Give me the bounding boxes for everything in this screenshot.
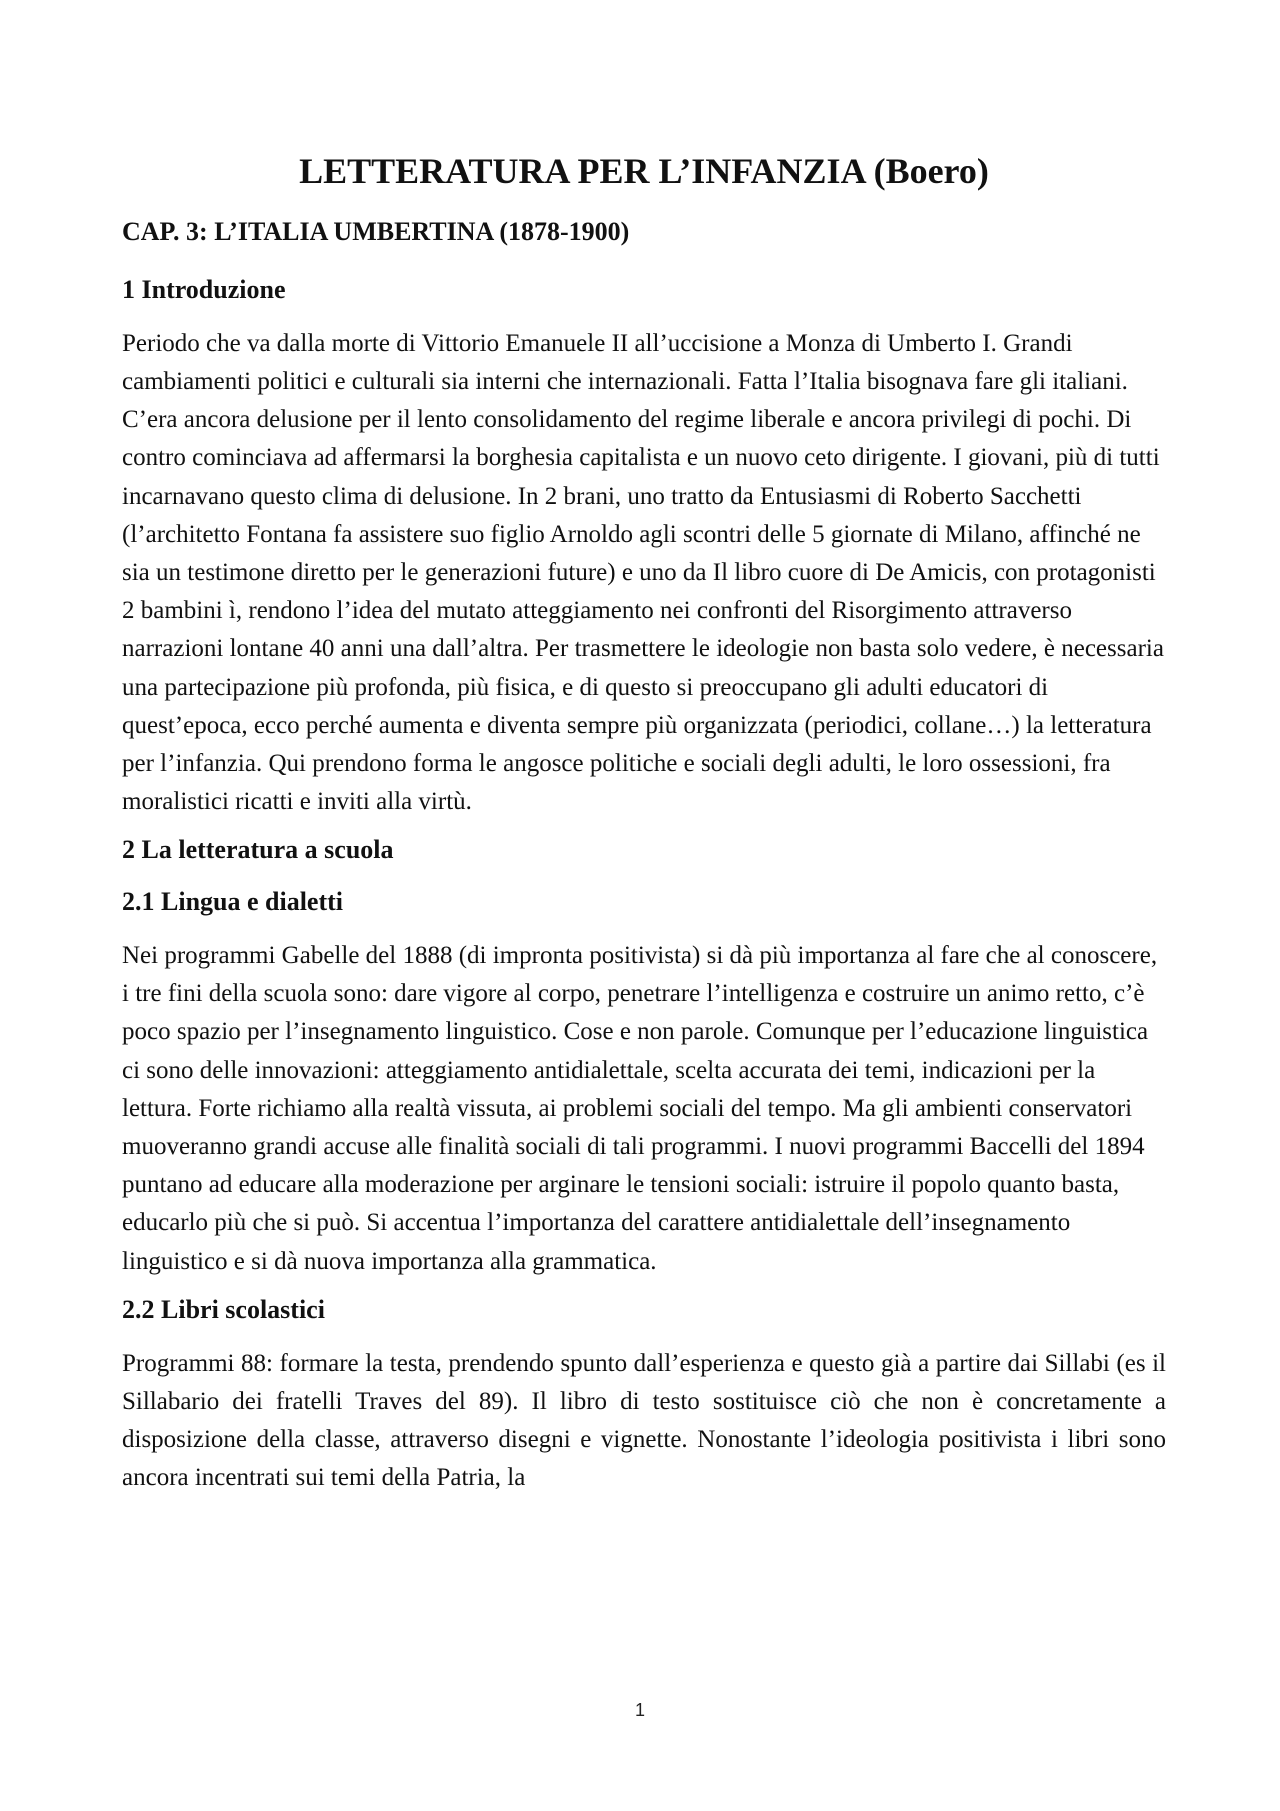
- section-heading-lingua-e-dialetti: 2.1 Lingua e dialetti: [122, 887, 344, 917]
- section-heading-libri-scolastici: 2.2 Libri scolastici: [122, 1294, 325, 1324]
- section-heading-letteratura-a-scuola: 2 La letteratura a scuola: [122, 835, 394, 865]
- paragraph-introduzione: Periodo che va dalla morte di Vittorio Emanuele II all’uccisione a Monza di Umberto I. Grandi cambiamenti politici e culturali sia interni che internazionali. Fatta l’Italia bisognava fare gli italiani. C’era ancora delusione per il lento consolidamento del regime liberale e ancora privilegi di pochi. Di contro cominciava ad affermarsi la borghesia capitalista e un nuovo ceto dirigente. I giovani, più di tutti incarnavano questo clima di delusione. In 2 brani, uno tratto da Entusiasmi di Roberto Sacchetti (l’architetto Fontana fa assistere suo figlio Arnoldo agli scontri delle 5 giornate di Milano, affinché ne sia un testimone diretto per le generazioni future) e uno da Il libro cuore di De Amicis, con protagonisti 2 bambini ì, rendono l’idea del mutato atteggiamento nei confronti del Risorgimento attraverso narrazioni lontane 40 anni una dall’altra. Per trasmettere le ideologie non basta solo vedere, è necessaria una partecipazione più profonda, più fisica, e di questo si preoccupano gli adulti educatori di quest’epoca, ecco perché aumenta e diventa sempre più organizzata (periodici, collane…) la letteratura per l’infanzia. Qui prendono forma le angosce politiche e sociali degli adulti, le loro ossessioni, fra moralistici ricatti e inviti alla virtù.: [122, 329, 1164, 816]
- document-title: LETTERATURA PER L’INFANZIA (Boero): [299, 151, 989, 191]
- document-page: [122, 150, 1166, 1509]
- page-number: 1: [634, 1700, 645, 1720]
- paragraph-lingua-e-dialetti: Nei programmi Gabelle del 1888 (di impronta positivista) si dà più importanza al fare che al conoscere, i tre fini della scuola sono: dare vigore al corpo, penetrare l’intelligenza e costruire un animo retto, c’è poco spazio per l’insegnamento linguistico. Cose e non parole. Comunque per l’educazione linguistica ci sono delle innovazioni: atteggiamento antidialettale, scelta accurata dei temi, indicazioni per la lettura. Forte richiamo alla realtà vissuta, ai problemi sociali del tempo. Ma gli ambienti conservatori muoveranno grandi accuse alle finalità sociali di tali programmi. I nuovi programmi Baccelli del 1894 puntano ad educare alla moderazione per arginare le tensioni sociali: istruire il popolo quanto basta, educarlo più che si può. Si accentua l’importanza del carattere antidialettale dell’insegnamento linguistico e si dà nuova importanza alla grammatica.: [122, 942, 1158, 1275]
- chapter-heading: CAP. 3: L’ITALIA UMBERTINA (1878-1900): [122, 217, 630, 247]
- section-heading-introduzione: 1 Introduzione: [122, 274, 286, 304]
- paragraph-libri-scolastici: Programmi 88: formare la testa, prendendo spunto dall’esperienza e questo già a partire dai Sillabi (es il Sillabario dei fratelli Traves del 89). Il libro di testo sostituisce ciò che non è concretamente a disposizione della classe, attraverso disegni e vignette. Nonostante l’ideologia positivista i libri sono ancora incentrati sui temi della Patria, la: [122, 1349, 1166, 1492]
